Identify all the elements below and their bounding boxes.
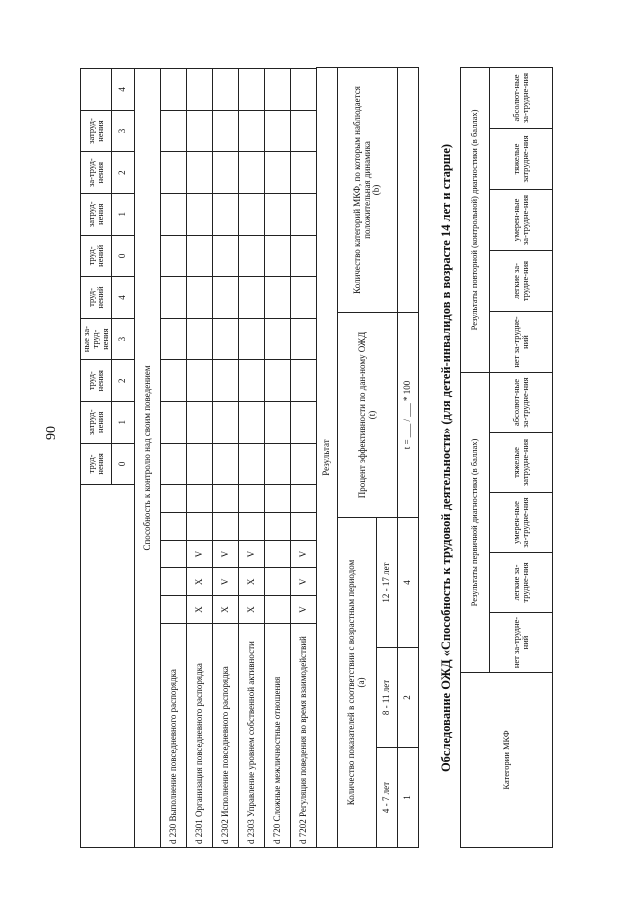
mark-cell [265,540,291,568]
score-number: 2 [112,360,135,402]
row-label: d 2301 Организация повседневного распорядка [187,623,213,847]
level-cell: умерен-ные за-трудне-ния [490,190,553,251]
formula: t = ___ / ___ * 100 [398,313,419,518]
score-number: 4 [112,69,135,111]
mark-cell: X [187,596,213,624]
level-cell: тяжелые затрудне-ния [490,433,553,493]
col-b-header [338,67,398,312]
mark-cell [161,568,187,596]
level-cell: абсолют-ные за-трудне-ния [490,373,553,433]
age-range: 4 - 7 лет [377,748,398,848]
mark-cell: V [239,540,265,568]
table-row [187,69,213,848]
section-caption: Обследование ОЖД «Способность к трудовой деятельности» (для детей-инвалидов в возрасте 14 лет и старше) [439,143,454,773]
work-ability-table [460,67,553,848]
mark-cell [161,596,187,624]
result-header-row [338,67,377,847]
work-header-row [461,67,490,847]
header-cell: затруд-нения [81,110,112,152]
mark-cell: X [213,596,239,624]
score-number: 2 [112,152,135,194]
col-t-letter: (t) [366,410,377,420]
col-a-label: Количество показателей в соответствии с возрастным периодом [346,559,357,806]
header-cell: труд-нения [81,443,112,485]
level-cell: легкие за-трудне-ния [490,553,553,613]
age-range: 12 - 17 лет [377,518,398,648]
age-range: 8 - 11 лет [377,648,398,748]
mark-cell: X [239,596,265,624]
header-cell: труд-нения [81,360,112,402]
rotated-page-content [80,68,570,848]
age-value: 2 [398,648,419,748]
col-b-label: Количество категорий МКФ, по которым наблюдается положительная динамика [351,86,372,294]
header-cell: ные за-труд-нения [81,318,112,360]
age-value: 1 [398,748,419,848]
primary-header: Результаты первичной диагностики (в баллах) [461,373,490,673]
score-number: 0 [112,443,135,485]
table-row [161,69,187,848]
col-t-label: Процент эффективности по дан-ному ОЖД [356,331,367,499]
result-title-row [317,67,338,847]
mark-cell: V [291,568,317,596]
score-number: 3 [112,110,135,152]
mark-cell: X [239,568,265,596]
col-t-header [338,313,398,518]
header-cell: за-труд-нения [81,152,112,194]
table-header-row [81,69,112,848]
level-cell: тяжелые затрудне-ния [490,129,553,190]
level-cell: умерен-ные за-трудне-ния [490,493,553,553]
row-label: d 230 Выполнение повседневного распорядка [161,623,187,847]
mark-cell: V [187,540,213,568]
level-cell: нет за-трудне-ний [490,312,553,373]
mark-cell [265,596,291,624]
col-a-letter: (a) [356,677,367,688]
mark-cell: V [291,596,317,624]
assessment-table [80,68,317,848]
row-label: d 7202 Регуляция поведения во время взаимодействий [291,623,317,847]
mark-cell: V [213,568,239,596]
mark-cell: X [187,568,213,596]
mark-cell: V [213,540,239,568]
score-number: 4 [112,277,135,319]
header-cell: затруд-нения [81,401,112,443]
age-value-row [398,67,419,847]
score-number: 1 [112,193,135,235]
row-label: d 2303 Управление уровнем собственной активности [239,623,265,847]
categories-header: Категории МКФ [461,673,553,848]
score-number: 3 [112,318,135,360]
page-number: 90 [44,426,59,440]
repeat-header: Результаты повторной (контрольной) диагностики (в баллах) [461,67,490,372]
mark-cell [265,568,291,596]
mark-cell [161,540,187,568]
header-cell: труд-нений [81,277,112,319]
col-a-header [338,518,377,848]
result-table [316,67,419,848]
table-row [265,69,291,848]
level-cell: нет за-трудне-ний [490,613,553,673]
result-title: Результат [317,67,338,847]
score-number: 1 [112,401,135,443]
table-row [291,69,317,848]
score-number: 0 [112,235,135,277]
level-cell: абсолют-ные за-трудне-ния [490,67,553,128]
age-value: 4 [398,518,419,648]
mark-cell: V [291,540,317,568]
section-title-row [135,69,161,848]
row-label: d 2302 Исполнение повседневного распорядка [213,623,239,847]
row-label: d 720 Сложные межличностные отношения [265,623,291,847]
table-row [213,69,239,848]
header-cell: затруд-нения [81,193,112,235]
section-title: Способность к контролю над своим поведением [135,69,161,848]
table-row [239,69,265,848]
header-cell: труд-нений [81,235,112,277]
level-cell: легкие за-трудне-ния [490,251,553,312]
col-b-letter: (b) [371,184,382,196]
